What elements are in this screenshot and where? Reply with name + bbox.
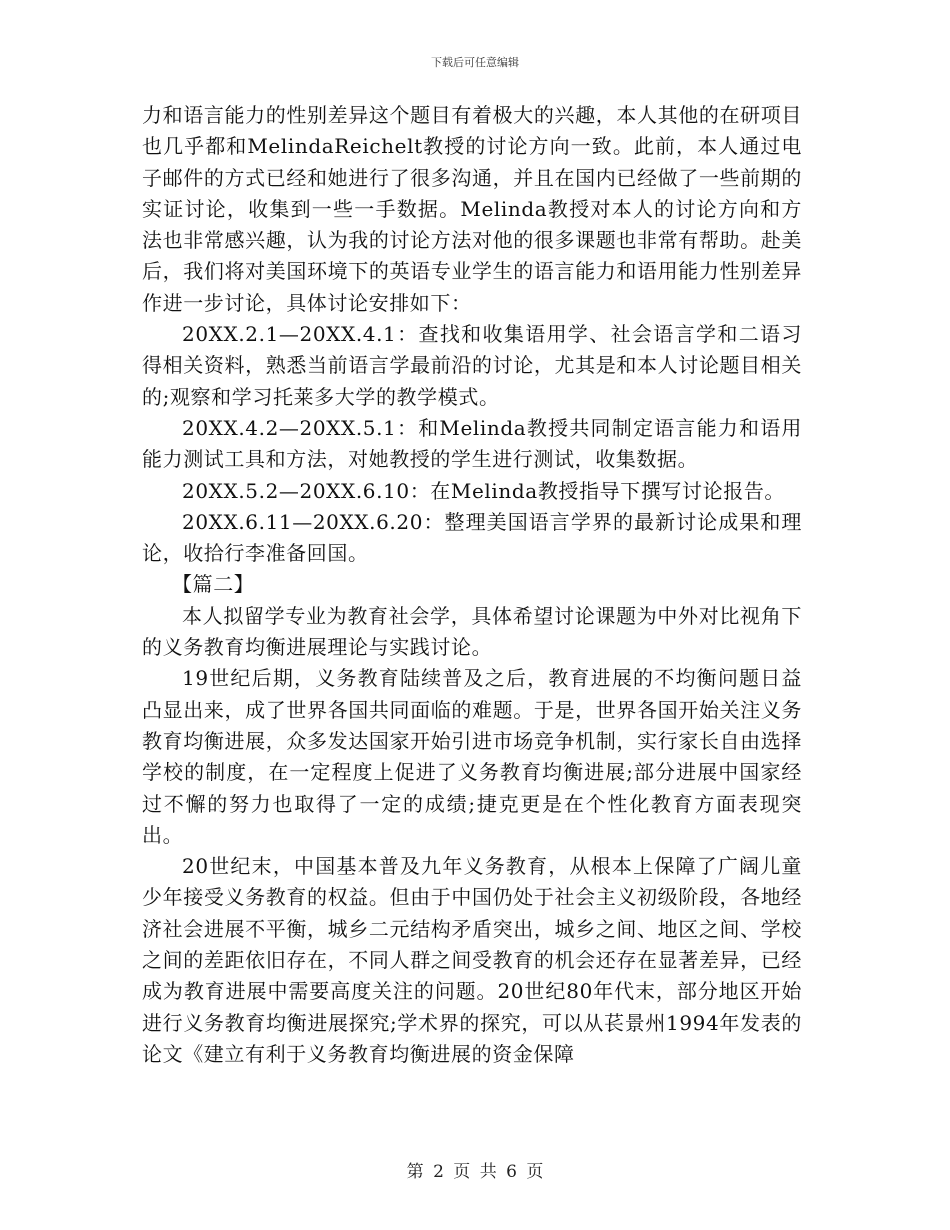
section-heading-part-two: 【篇二】 [172,572,255,597]
schedule-item-4: 20XX.6.11—20XX.6.20：整理美国语言学界的最新讨论成果和理论，收拾行李准备回国。 [142,509,802,566]
paragraph-study-major: 本人拟留学专业为教育社会学，具体希望讨论课题为中外对比视角下的义务教育均衡进展理论与实践讨论。 [142,603,802,660]
paragraph-research-interest: 力和语言能力的性别差异这个题目有着极大的兴趣，本人其他的在研项目也几乎都和MelindaReichelt教授的讨论方向一致。此前，本人通过电子邮件的方式已经和她进行了很多沟通，并且在国内已经做了一些前期的实证讨论，收集到一些一手数据。Melinda教授对本人的讨论方向和方法也非常感兴趣，认为我的讨论方法对他的很多课题也非常有帮助。赴美后，我们将对美国环境下的英语专业学生的语言能力和语用能力性别差异作进一步讨论，具体讨论安排如下： [142,103,802,315]
schedule-item-2: 20XX.4.2—20XX.5.1：和Melinda教授共同制定语言能力和语用能力测试工具和方法，对她教授的学生进行测试，收集数据。 [142,415,802,472]
document-body [142,100,802,1070]
paragraph-20th-century: 20世纪末，中国基本普及九年义务教育，从根本上保障了广阔儿童少年接受义务教育的权益。但由于中国仍处于社会主义初级阶段，各地经济社会进展不平衡，城乡二元结构矛盾突出，城乡之间、地区之间、学校之间的差距依旧存在，不同人群之间受教育的机会还存在显著差异，已经成为教育进展中需要高度关注的问题。20世纪80年代末，部分地区开始进行义务教育均衡进展探究;学术界的探究，可以从苌景州1994年发表的论文《建立有利于义务教育均衡进展的资金保障 [142,854,802,1066]
paragraph-19th-century: 19世纪后期，义务教育陆续普及之后，教育进展的不均衡问题日益凸显出来，成了世界各国共同面临的难题。于是，世界各国开始关注义务教育均衡进展，众多发达国家开始引进市场竞争机制，实行家长自由选择学校的制度，在一定程度上促进了义务教育均衡进展;部分进展中国家经过不懈的努力也取得了一定的成绩;捷克更是在个性化教育方面表现突出。 [142,666,802,847]
page-header: 下载后可任意编辑 [431,56,519,69]
page-footer: 第 2 页 共 6 页 [406,1162,544,1182]
schedule-item-3: 20XX.5.2—20XX.6.10：在Melinda教授指导下撰写讨论报告。 [182,478,786,503]
schedule-item-1: 20XX.2.1—20XX.4.1：查找和收集语用学、社会语言学和二语习得相关资料，熟悉当前语言学最前沿的讨论，尤其是和本人讨论题目相关的;观察和学习托莱多大学的教学模式。 [142,322,802,409]
